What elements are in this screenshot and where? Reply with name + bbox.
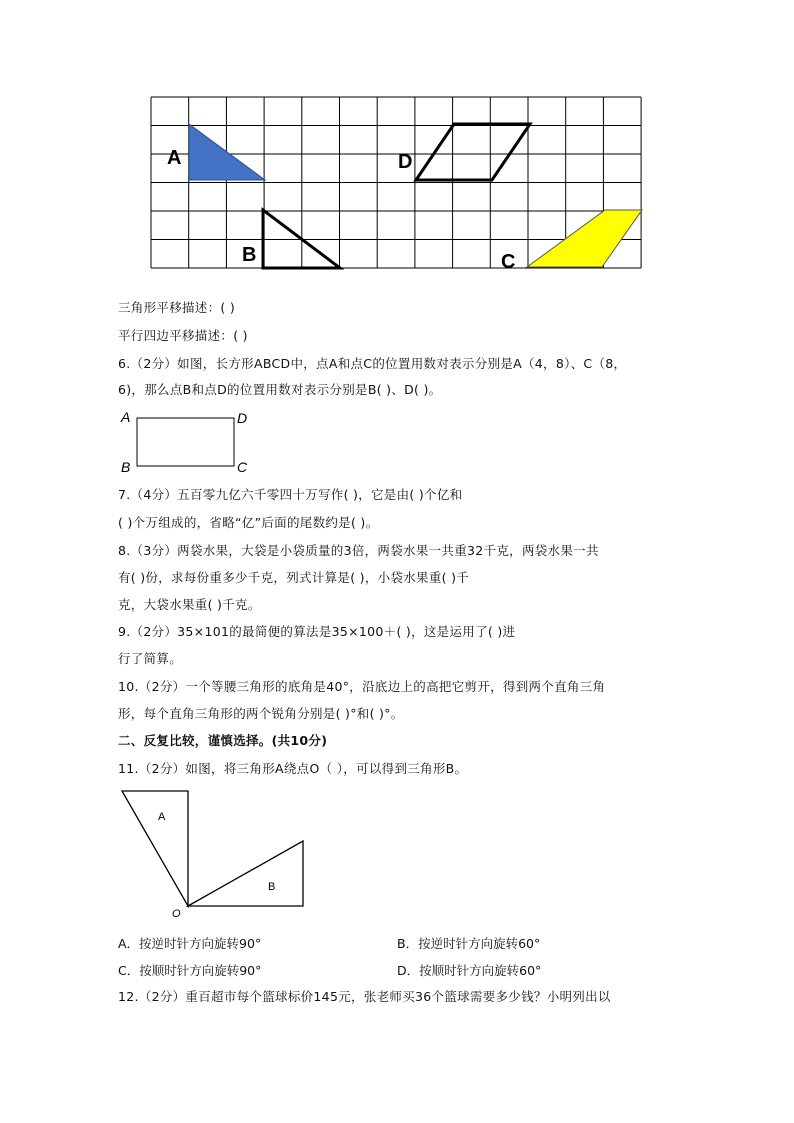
q10-line2: 形，每个直角三角形的两个锐角分别是( )°和( )°。: [118, 706, 404, 721]
q-translate-parallelogram: 平行四边平移描述：( ): [118, 328, 248, 343]
option-d[interactable]: D．按顺时针方向旋转60°: [397, 963, 542, 978]
section-two-heading: 二、反复比较，谨慎选择。(共10分): [118, 733, 328, 748]
q12-line1: 12.（2分）重百超市每个篮球标价145元，张老师买36个篮球需要多少钱？小明列出以: [118, 989, 611, 1004]
rotation-label-o: O: [172, 908, 181, 920]
triangle-a: [189, 124, 265, 180]
rotation-triangle-b: [188, 841, 303, 906]
option-c[interactable]: C．按顺时针方向旋转90°: [118, 963, 262, 978]
rect-label-b: B: [121, 459, 131, 475]
rect-label-a: A: [121, 409, 131, 425]
grid-label-a: A: [167, 147, 182, 169]
parallelogram-c: [527, 210, 642, 267]
q10-line1: 10.（2分）一个等腰三角形的底角是40°，沿底边上的高把它剪开，得到两个直角三角: [118, 679, 606, 694]
rotation-figure: [118, 786, 318, 922]
q6-line1: 6.（2分）如图，长方形ABCD中，点A和点C的位置用数对表示分别是A（4，8）、C（8，: [118, 356, 627, 371]
q7-line2: ( )个万组成的，省略“亿”后面的尾数约是( )。: [118, 515, 379, 530]
grid-label-c: C: [501, 251, 516, 272]
rotation-triangle-a: [122, 791, 188, 906]
rotation-label-b: B: [268, 881, 276, 893]
q9-line2: 行了简算。: [118, 651, 183, 666]
q7-line1: 7.（4分）五百零九亿六千零四十万写作( )，它是由( )个亿和: [118, 487, 463, 502]
rectangle-figure: [118, 406, 258, 478]
rect-label-d: D: [237, 410, 248, 426]
q9-line1: 9.（2分）35×101的最简便的算法是35×100＋( )，这是运用了( )进: [118, 624, 516, 639]
grid-figure: [150, 96, 650, 272]
grid-label-d: D: [398, 151, 413, 173]
q8-line2: 有( )份，求每份重多少千克，列式计算是( )，小袋水果重( )千: [118, 570, 470, 585]
parallelogram-d: [416, 124, 530, 180]
rectangle-abcd: [137, 418, 234, 466]
rect-label-c: C: [237, 459, 248, 475]
rotation-label-a: A: [158, 811, 166, 823]
q-translate-triangle: 三角形平移描述：( ): [118, 300, 236, 315]
option-a[interactable]: A．按逆时针方向旋转90°: [118, 936, 262, 951]
q8-line3: 克，大袋水果重( )千克。: [118, 597, 261, 612]
q6-line2: 6)，那么点B和点D的位置用数对表示分别是B( )、D( )。: [118, 382, 442, 397]
q11-line1: 11.（2分）如图，将三角形A绕点O（ ），可以得到三角形B。: [118, 761, 468, 776]
option-b[interactable]: B．按逆时针方向旋转60°: [397, 936, 541, 951]
grid-label-b: B: [242, 244, 257, 266]
q8-line1: 8.（3分）两袋水果，大袋是小袋质量的3倍，两袋水果一共重32千克，两袋水果一共: [118, 543, 599, 558]
